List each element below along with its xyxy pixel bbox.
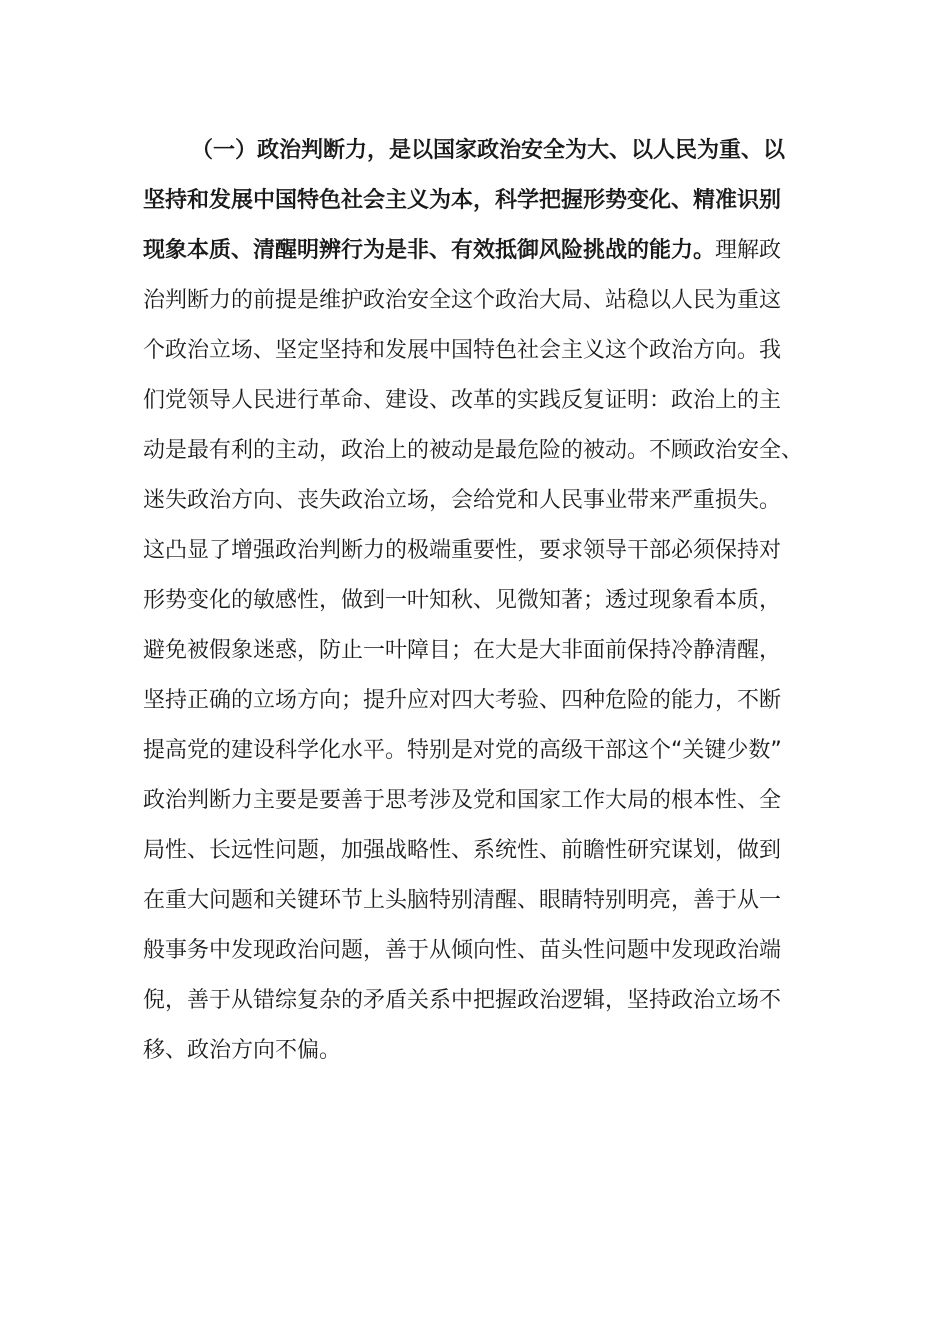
paragraph-line xyxy=(143,176,811,226)
regular-text: 移、政治方向不偏。 xyxy=(143,1038,342,1063)
paragraph-line xyxy=(143,276,811,326)
bold-text: 现象本质、清醒明辨行为是非、有效抵御风险挑战的能力。 xyxy=(143,238,716,263)
paragraph-line xyxy=(143,976,811,1026)
regular-text: 迷失政治方向、丧失政治立场，会给党和人民事业带来严重损失。 xyxy=(143,488,782,513)
paragraph-line xyxy=(143,226,811,276)
paragraph-line xyxy=(143,876,811,926)
regular-text: 动是最有利的主动，政治上的被动是最危险的被动。不顾政治安全、 xyxy=(143,438,804,463)
regular-text: 理解政 xyxy=(715,238,782,263)
paragraph-line xyxy=(143,376,811,426)
regular-text: 在重大问题和关键环节上头脑特别清醒、眼睛特别明亮，善于从一 xyxy=(143,888,782,913)
body-paragraph xyxy=(143,126,811,1076)
paragraph-line xyxy=(143,826,811,876)
paragraph-line xyxy=(143,426,811,476)
regular-text: 提高党的建设科学化水平。特别是对党的高级干部这个“关键少数” xyxy=(143,738,782,763)
paragraph-line xyxy=(143,476,811,526)
regular-text: 形势变化的敏感性，做到一叶知秋、见微知著；透过现象看本质， xyxy=(143,588,782,613)
regular-text: 政治判断力主要是要善于思考涉及党和国家工作大局的根本性、全 xyxy=(143,788,782,813)
regular-text: 坚持正确的立场方向；提升应对四大考验、四种危险的能力，不断 xyxy=(143,688,782,713)
regular-text: 局性、长远性问题，加强战略性、系统性、前瞻性研究谋划，做到 xyxy=(143,838,782,863)
paragraph-line xyxy=(143,576,811,626)
paragraph-line xyxy=(143,126,811,176)
bold-text: （一）政治判断力，是以国家政治安全为大、以人民为重、以 xyxy=(191,138,786,163)
bold-text: 坚持和发展中国特色社会主义为本，科学把握形势变化、精准识别 xyxy=(143,188,782,213)
paragraph-line xyxy=(143,726,811,776)
regular-text: 治判断力的前提是维护政治安全这个政治大局、站稳以人民为重这 xyxy=(143,288,782,313)
regular-text: 般事务中发现政治问题，善于从倾向性、苗头性问题中发现政治端 xyxy=(143,938,782,963)
paragraph-line xyxy=(143,626,811,676)
paragraph-line xyxy=(143,526,811,576)
regular-text: 个政治立场、坚定坚持和发展中国特色社会主义这个政治方向。我 xyxy=(143,338,782,363)
regular-text: 避免被假象迷惑，防止一叶障目；在大是大非面前保持冷静清醒， xyxy=(143,638,782,663)
regular-text: 倪，善于从错综复杂的矛盾关系中把握政治逻辑，坚持政治立场不 xyxy=(143,988,782,1013)
regular-text: 这凸显了增强政治判断力的极端重要性，要求领导干部必须保持对 xyxy=(143,538,782,563)
paragraph-line xyxy=(143,1026,811,1076)
paragraph-line xyxy=(143,326,811,376)
regular-text: 们党领导人民进行革命、建设、改革的实践反复证明：政治上的主 xyxy=(143,388,782,413)
paragraph-line xyxy=(143,926,811,976)
paragraph-line xyxy=(143,676,811,726)
paragraph-line xyxy=(143,776,811,826)
